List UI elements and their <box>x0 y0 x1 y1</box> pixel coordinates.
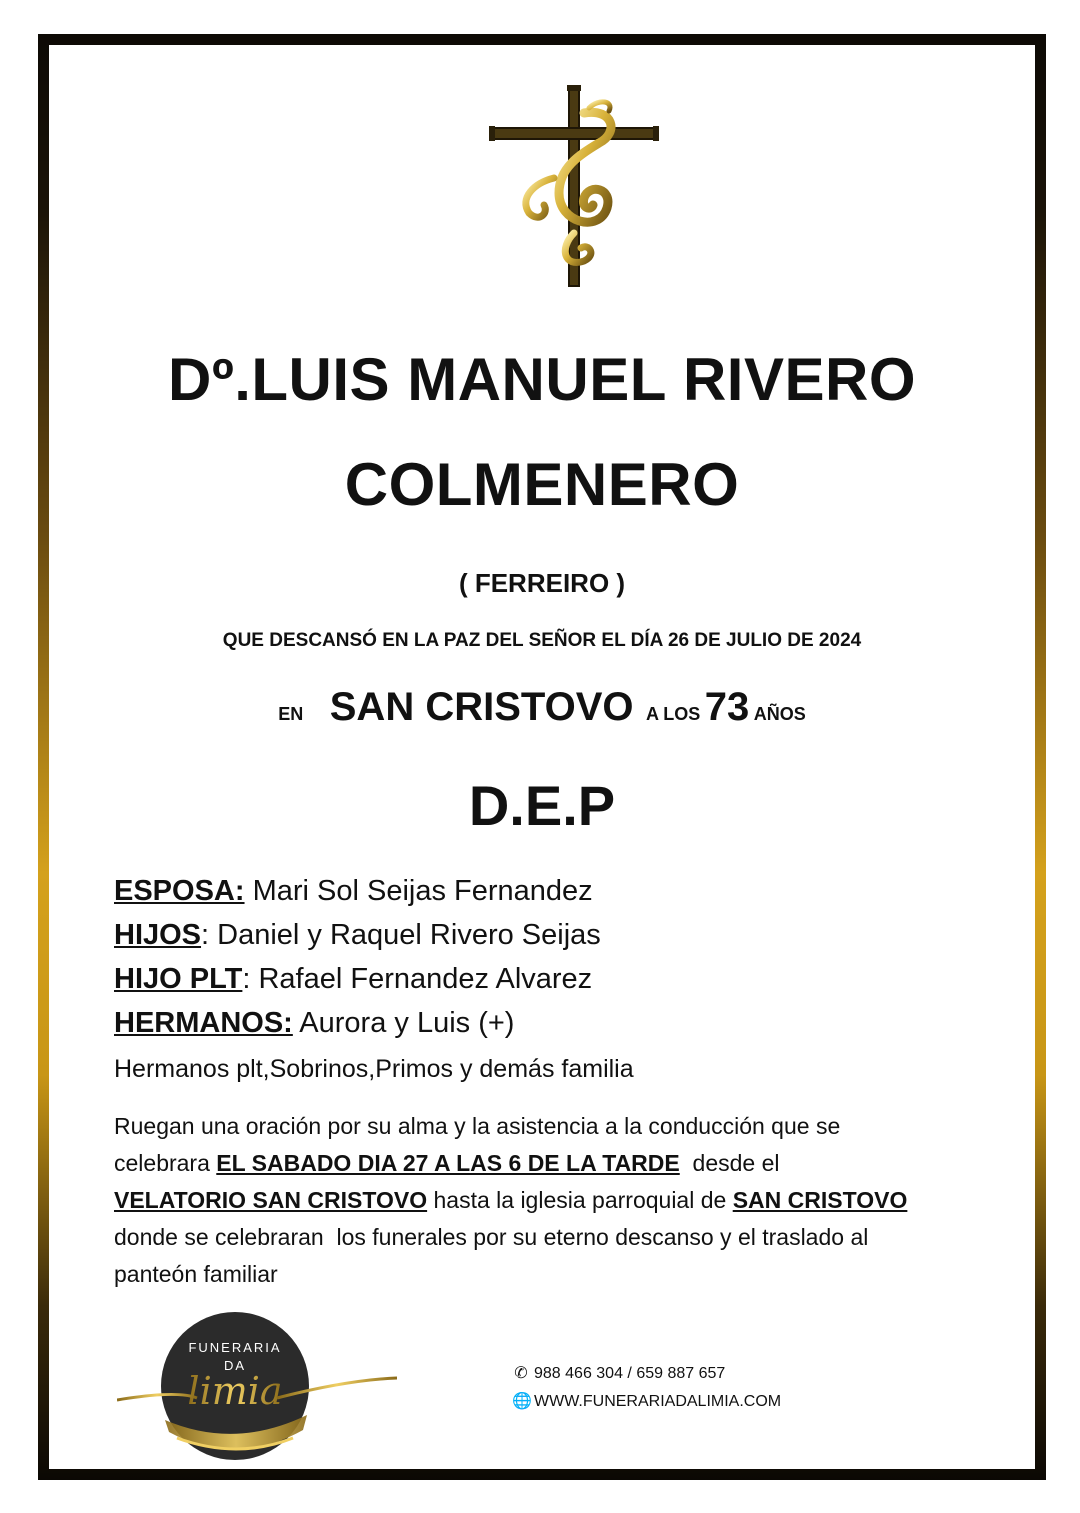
hijo-plt-label: HIJO PLT <box>114 963 243 995</box>
page-border <box>38 34 1046 1480</box>
age-prefix: A LOS <box>645 704 701 724</box>
nickname: ( FERREIRO ) <box>458 568 626 598</box>
ceremony-line-4: donde se celebraran los funerales por su eterno descanso y el traslado al <box>114 1224 869 1250</box>
ceremony-line-1: Ruegan una oración por su alma y la asistencia a la conducción que se <box>114 1113 841 1139</box>
phone-number: 988 466 304 / 659 887 657 <box>534 1365 726 1382</box>
esposa-label: ESPOSA: <box>114 875 245 907</box>
ceremony-text: desde el <box>679 1150 780 1176</box>
hijos-value: : Daniel y Raquel Rivero Seijas <box>201 919 601 951</box>
place-age-row <box>49 685 1035 730</box>
ceremony-text: celebrara <box>114 1150 217 1176</box>
family-hermanos <box>114 1007 514 1040</box>
age-value: 73 <box>704 685 750 729</box>
phone-icon: ✆ <box>514 1365 528 1382</box>
family-others: Hermanos plt,Sobrinos,Primos y demás familia <box>114 1055 634 1083</box>
dep-title: D.E.P <box>468 774 616 837</box>
globe-icon: 🌐 <box>512 1393 532 1410</box>
ceremony-church: SAN CRISTOVO <box>732 1187 908 1213</box>
funeraria-logo <box>117 1310 397 1470</box>
logo-funeraria: FUNERARIA <box>188 1340 282 1355</box>
rest-date-text: QUE DESCANSÓ EN LA PAZ DEL SEÑOR EL DÍA 26 DE JULIO DE 2024 <box>222 630 862 651</box>
hermanos-label: HERMANOS: <box>114 1007 293 1039</box>
deceased-name-line-1: Dº.LUIS MANUEL RIVERO <box>167 346 917 413</box>
cross-icon <box>489 83 659 288</box>
ceremony-text: hasta la iglesia parroquial de <box>427 1187 733 1213</box>
ceremony-paragraph <box>114 1108 1044 1293</box>
ceremony-origin: VELATORIO SAN CRISTOVO <box>114 1187 428 1213</box>
place-prefix: EN <box>278 704 304 724</box>
ceremony-line-5: panteón familiar <box>114 1261 278 1287</box>
ceremony-line-2 <box>114 1145 1044 1182</box>
ceremony-line-3 <box>114 1182 1044 1219</box>
hijo-plt-value: : Rafael Fernandez Alvarez <box>242 963 593 995</box>
family-hijo-plt <box>114 963 592 996</box>
age-suffix: AÑOS <box>753 704 806 724</box>
hermanos-value: Aurora y Luis (+) <box>292 1007 515 1039</box>
contact-web <box>512 1391 781 1411</box>
logo-limia: limia <box>187 1369 283 1413</box>
family-esposa <box>114 875 593 908</box>
contact-phone <box>512 1363 725 1383</box>
esposa-value: Mari Sol Seijas Fernandez <box>244 875 593 907</box>
logo-da: DA <box>223 1358 247 1373</box>
notice-card <box>49 45 1035 1469</box>
ceremony-date: EL SABADO DIA 27 A LAS 6 DE LA TARDE <box>216 1150 680 1176</box>
web-link[interactable]: WWW.FUNERARIADALIMIA.COM <box>534 1393 782 1410</box>
hijos-label: HIJOS <box>114 919 202 951</box>
deceased-name-line-2: COLMENERO <box>344 451 740 518</box>
family-hijos <box>114 919 601 952</box>
place-name: SAN CRISTOVO <box>329 685 634 729</box>
